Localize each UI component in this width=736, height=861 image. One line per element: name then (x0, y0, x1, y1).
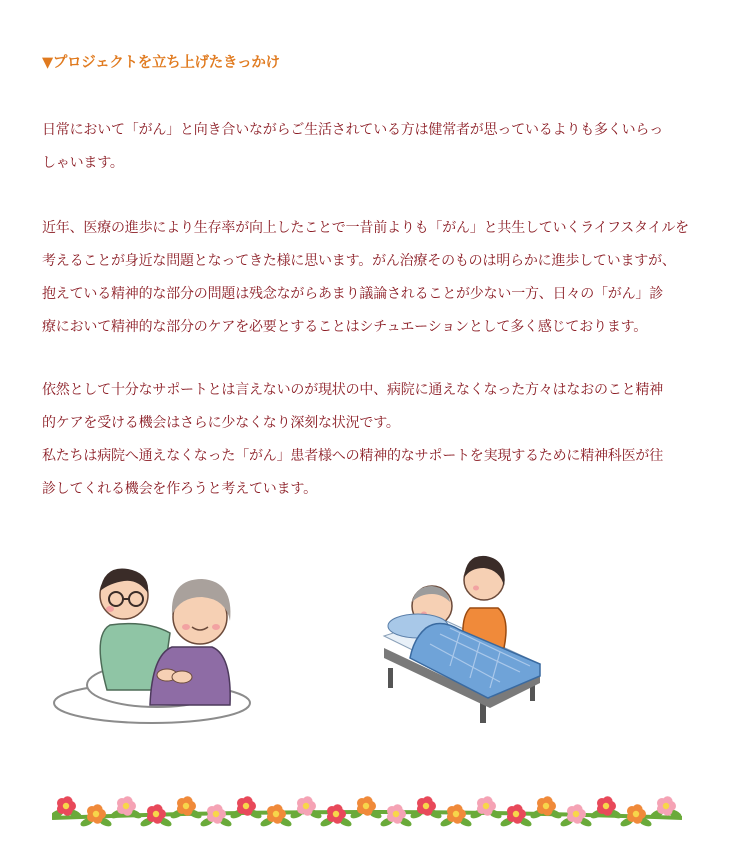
section-heading: ▼プロジェクトを立ち上げたきっかけ (42, 55, 280, 71)
paragraph-line: 依然として十分なサポートとは言えないのが現状の中、病院に通えなくなった方々はなおのこと精神 (42, 382, 663, 398)
paragraph-line: 診してくれる機会を作ろうと考えています。 (42, 481, 317, 497)
paragraph-line: 近年、医療の進歩により生存率が向上したことで一昔前よりも「がん」と共生していくライフスタイルを (42, 220, 689, 236)
paragraph-3 (42, 374, 702, 506)
paragraph-line: 日常において「がん」と向き合いながらご生活されている方は健常者が思っているよりも多くいらっ (42, 122, 663, 138)
paragraph-line: 的ケアを受ける機会はさらに少なくなり深刻な状況です。 (42, 415, 400, 431)
paragraph-line: 抱えている精神的な部分の問題は残念ながらあまり議論されることが少ない一方、日々の「がん」診 (42, 286, 663, 302)
family-member-with-bedridden-elderly-illustration (380, 548, 550, 733)
paragraph-line: 私たちは病院へ通えなくなった「がん」患者様への精神的なサポートを実現するために精神科医が往 (42, 448, 663, 464)
flower-border-illustration (52, 788, 682, 832)
caregiver-with-elderly-woman-illustration (52, 555, 252, 725)
paragraph-line: 考えることが身近な問題となってきた様に思います。がん治療そのものは明らかに進歩していますが、 (42, 253, 676, 269)
paragraph-line: 療において精神的な部分のケアを必要とすることはシチュエーションとして多く感じております。 (42, 319, 648, 335)
paragraph-2 (42, 212, 702, 344)
paragraph-line: しゃいます。 (42, 155, 124, 171)
paragraph-1 (42, 114, 702, 180)
